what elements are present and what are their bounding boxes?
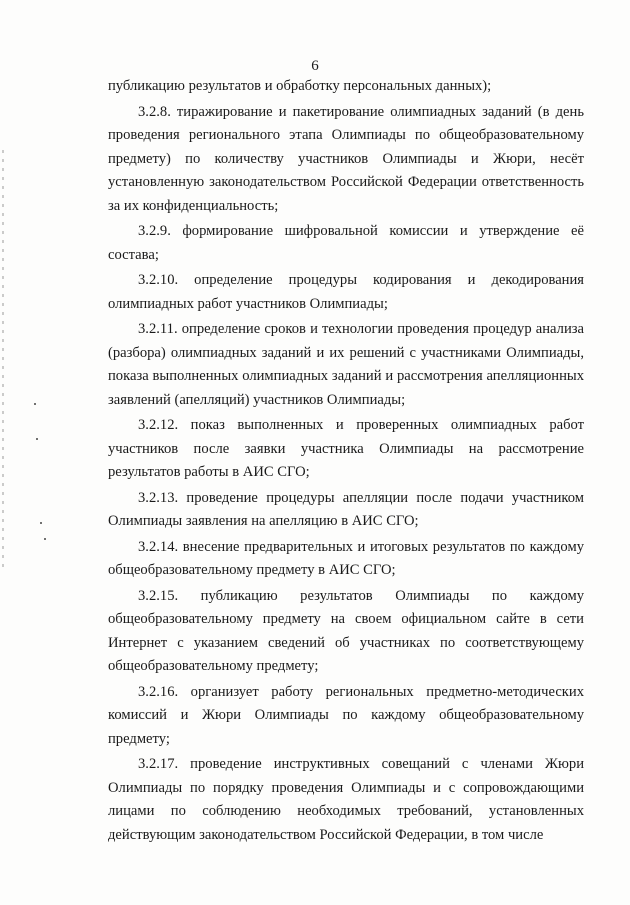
paragraph-3-2-14: 3.2.14. внесение предварительных и итоговых результатов по каждому общеобразовательному предмету в АИС СГО; — [108, 538, 584, 578]
scan-edge-artifact — [2, 150, 4, 570]
scan-speck — [44, 538, 46, 540]
scan-speck — [36, 438, 38, 440]
paragraph-3-2-9: 3.2.9. формирование шифровальной комиссии и утверждение её состава; — [108, 223, 584, 263]
paragraph-3-2-8: 3.2.8. тиражирование и пакетирование олимпиадных заданий (в день проведения регионального этапа Олимпиады по общеобразовательному предмету) по количеству участников Олимпиады и Жюри, несёт установленную законодательством Российской Федерации ответственность за их конфиденциальность; — [108, 103, 584, 214]
paragraph-3-2-12: 3.2.12. показ выполненных и проверенных олимпиадных работ участников после заявки участника Олимпиады на рассмотрение результатов работы в АИС СГО; — [108, 417, 584, 480]
page-number: 6 — [311, 58, 319, 74]
paragraph-3-2-15: 3.2.15. публикацию результатов Олимпиады по каждому общеобразовательному предмету на своем официальном сайте в сети Интернет с указанием сведений об участниках по соответствующему общеобразовательному предмету; — [108, 587, 584, 674]
paragraph-3-2-17: 3.2.17. проведение инструктивных совещаний с членами Жюри Олимпиады по порядку проведения Олимпиады и с сопровождающими лицами по соблюдению необходимых требований, установленных действующим законодательством Российской Федерации, в том числе — [108, 756, 584, 843]
document-body — [108, 75, 584, 847]
scan-speck — [34, 403, 36, 405]
paragraph-3-2-13: 3.2.13. проведение процедуры апелляции после подачи участником Олимпиады заявления на апелляцию в АИС СГО; — [108, 489, 584, 529]
paragraph-3-2-16: 3.2.16. организует работу региональных предметно-методических комиссий и Жюри Олимпиады по каждому общеобразовательному предмету; — [108, 683, 584, 747]
paragraph-3-2-10: 3.2.10. определение процедуры кодирования и декодирования олимпиадных работ участников Олимпиады; — [108, 272, 584, 312]
paragraph-3-2-11: 3.2.11. определение сроков и технологии проведения процедур анализа (разбора) олимпиадных заданий и их решений с участниками Олимпиады, показа выполненных олимпиадных заданий и рассмотрения апелляционных заявлений (апелляций) участников Олимпиады; — [108, 321, 584, 408]
scan-speck — [40, 522, 42, 524]
paragraph-continuation: публикацию результатов и обработку персональных данных); — [108, 78, 492, 94]
